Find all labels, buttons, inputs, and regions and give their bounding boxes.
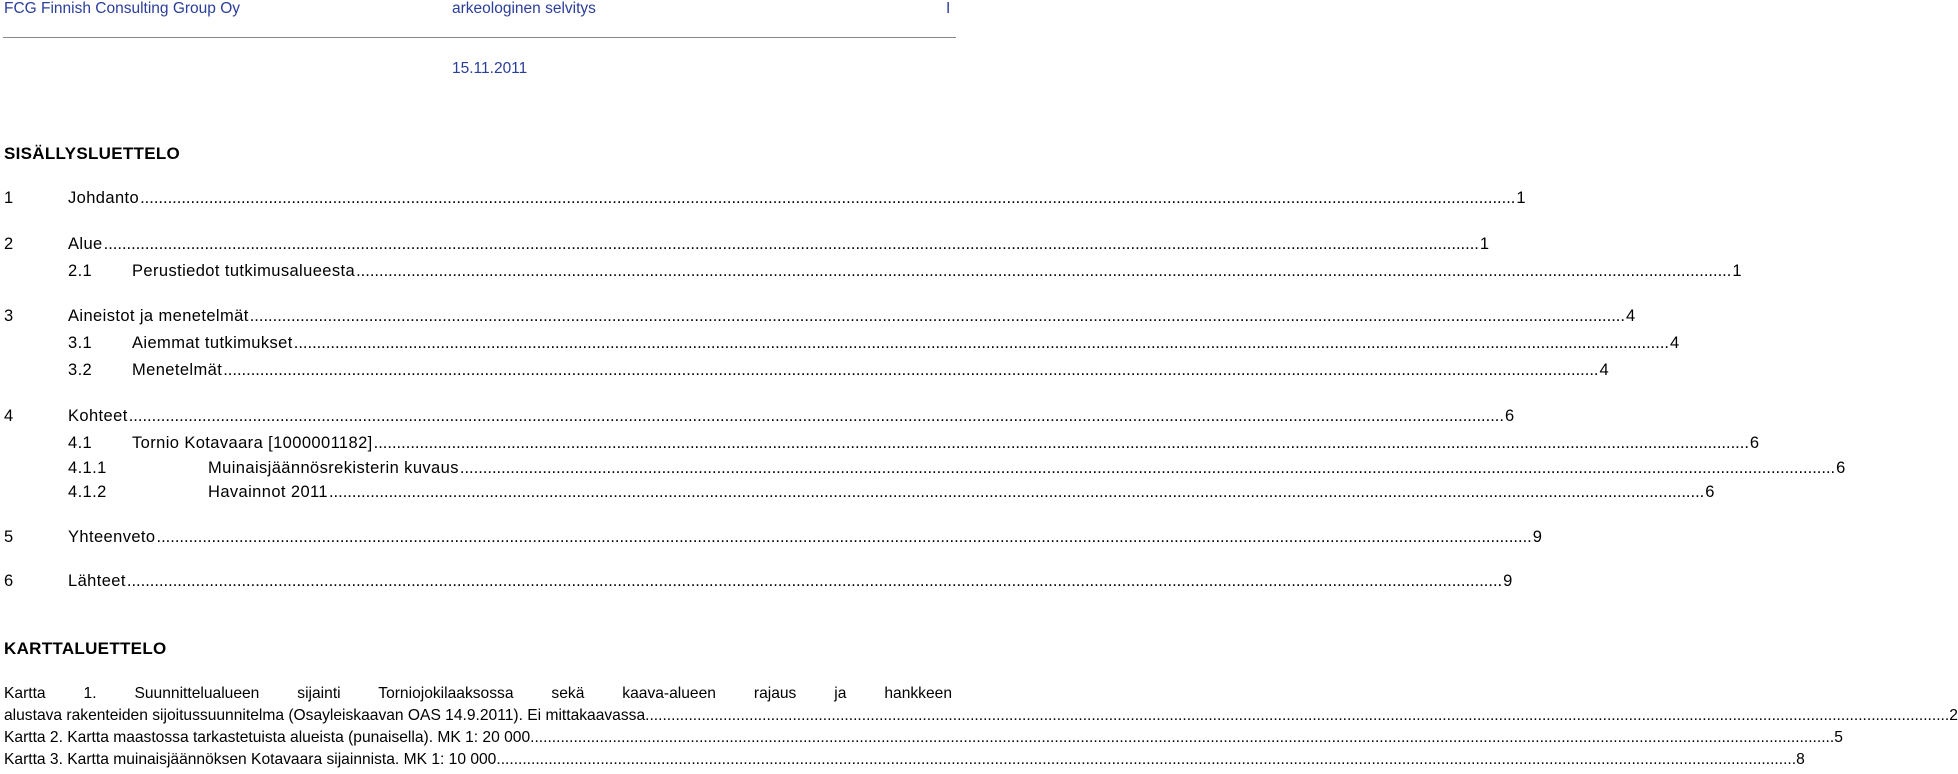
toc-entry-number: 4.1.1: [68, 459, 107, 477]
toc-entry-page: 6: [1504, 407, 1515, 425]
map-entry-page: 8: [1796, 751, 1805, 768]
map-entry-line[interactable]: [4, 705, 1958, 727]
dot-leader: ............................................................................................................................................................................................................................................................................................................: [649, 707, 1950, 724]
toc-entry[interactable]: [68, 358, 1610, 380]
toc-entry-number: 6: [4, 572, 14, 590]
toc-entry-title: Perustiedot tutkimusalueesta: [132, 262, 356, 280]
toc-entry-number: 3.2: [68, 361, 93, 379]
toc-entry-page: 4: [1625, 307, 1636, 325]
page-header: [0, 0, 959, 22]
toc-entry[interactable]: [4, 304, 1636, 326]
map-entry-page: 5: [1834, 729, 1843, 746]
page-number: I: [946, 0, 951, 17]
toc-entry-page: 6: [1705, 483, 1715, 501]
dot-leader: ............................................................................................................................................................................................................................................................................................................: [459, 459, 1836, 477]
toc-entry-page: 6: [1749, 434, 1760, 452]
toc-entry-number: 4: [4, 407, 14, 425]
toc-entry-number: 5: [4, 528, 14, 546]
dot-leader: ............................................................................................................................................................................................................................................................................................................: [249, 307, 1625, 325]
toc-entry-number: 3.1: [68, 334, 93, 352]
dot-leader: ............................................................................................................................................................................................................................................................................................................: [156, 528, 1532, 546]
toc-entry[interactable]: [68, 456, 1846, 478]
dot-leader: ............................................................................................................................................................................................................................................................................................................: [293, 334, 1670, 352]
toc-entry-page: 1: [1516, 189, 1526, 207]
header-rule: [3, 37, 956, 38]
toc-entry-title: Aineistot ja menetelmät: [68, 307, 249, 325]
toc-entry-number: 4.1: [68, 434, 93, 452]
dot-leader: ............................................................................................................................................................................................................................................................................................................: [103, 235, 1479, 253]
dot-leader: ............................................................................................................................................................................................................................................................................................................: [140, 189, 1516, 207]
map-entry-text: Kartta 3. Kartta muinaisjäännöksen Kotavaara sijainnista. MK 1: 10 000: [4, 751, 497, 768]
toc-entry-page: 4: [1599, 361, 1610, 379]
toc-entry-page: 9: [1503, 572, 1513, 590]
toc-entry-title: Havainnot 2011: [208, 483, 328, 501]
toc-entry-title: Alue: [68, 235, 103, 253]
map-entry-line[interactable]: [4, 749, 1805, 771]
toc-entry-number: 3: [4, 307, 14, 325]
toc-entry[interactable]: [4, 232, 1490, 254]
dot-leader: ............................................................................................................................................................................................................................................................................................................: [223, 361, 1599, 379]
toc-entry[interactable]: [68, 480, 1715, 502]
toc-entry-page: 1: [1479, 235, 1490, 253]
map-list-heading: KARTTALUETTELO: [4, 639, 167, 658]
toc-entry[interactable]: [68, 331, 1680, 353]
toc-entry-page: 4: [1670, 334, 1680, 352]
dot-leader: ............................................................................................................................................................................................................................................................................................................: [128, 407, 1504, 425]
map-entry-text: alustava rakenteiden sijoitussuunnitelma (Osayleiskaavan OAS 14.9.2011). Ei mittakaavassa.: [4, 707, 650, 724]
toc-entry-title: Menetelmät: [132, 361, 223, 379]
toc-heading: SISÄLLYSLUETTELO: [4, 144, 181, 163]
document-type: arkeologinen selvitys: [452, 0, 596, 17]
dot-leader: ............................................................................................................................................................................................................................................................................................................: [534, 729, 1835, 746]
map-entry-line[interactable]: [4, 727, 1843, 749]
toc-entry[interactable]: [4, 186, 1526, 208]
dot-leader: ............................................................................................................................................................................................................................................................................................................: [126, 572, 1503, 590]
toc-entry-number: 2: [4, 235, 14, 253]
toc-entry-title: Johdanto: [68, 189, 140, 207]
dot-leader: ............................................................................................................................................................................................................................................................................................................: [496, 751, 1797, 768]
dot-leader: ............................................................................................................................................................................................................................................................................................................: [356, 262, 1732, 280]
toc-entry-number: 2.1: [68, 262, 93, 280]
toc-entry[interactable]: [4, 525, 1543, 547]
dot-leader: ............................................................................................................................................................................................................................................................................................................: [373, 434, 1749, 452]
toc-entry[interactable]: [4, 569, 1513, 591]
toc-entry-number: 4.1.2: [68, 483, 107, 501]
map-list: [4, 683, 1958, 771]
map-entry-text: Kartta 2. Kartta maastossa tarkastetuista alueista (punaisella). MK 1: 20 000.: [4, 729, 535, 746]
map-entry-page: 2: [1949, 707, 1958, 724]
toc-entry-title: Aiemmat tutkimukset: [132, 334, 293, 352]
map-entry-text: Kartta 1. Suunnittelualueen sijainti Torniojokilaaksossa sekä kaava-alueen rajaus ja hankkeen: [4, 685, 952, 702]
toc-entry[interactable]: [68, 259, 1742, 281]
toc-entry-title: Tornio Kotavaara [1000001182]: [132, 434, 373, 452]
toc-entry-page: 6: [1836, 459, 1846, 477]
toc-entry-title: Muinaisjäännösrekisterin kuvaus: [208, 459, 459, 477]
map-entry-line[interactable]: [4, 683, 952, 705]
document-date: 15.11.2011: [452, 60, 528, 77]
toc-entry-title: Kohteet: [68, 407, 128, 425]
toc-entry[interactable]: [4, 404, 1515, 426]
toc-entry-title: Lähteet: [68, 572, 126, 590]
dot-leader: ............................................................................................................................................................................................................................................................................................................: [328, 483, 1705, 501]
toc-entry[interactable]: [68, 431, 1760, 453]
toc-entry-number: 1: [4, 189, 14, 207]
toc-entry-title: Yhteenveto: [68, 528, 156, 546]
toc-entry-page: 9: [1532, 528, 1543, 546]
toc-entry-page: 1: [1732, 262, 1742, 280]
company-name: FCG Finnish Consulting Group Oy: [4, 0, 241, 17]
